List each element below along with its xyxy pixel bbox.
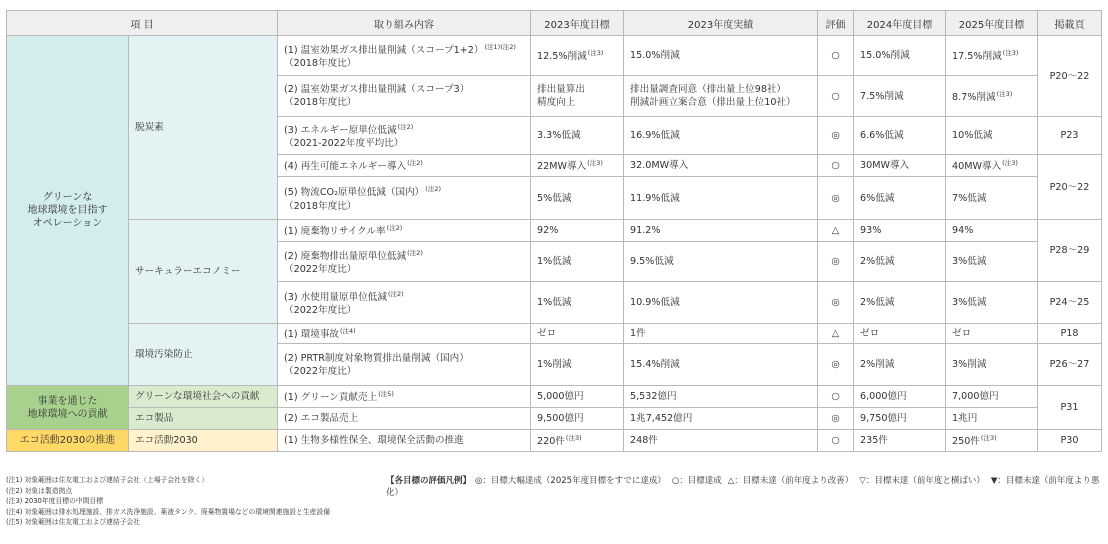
footnote: (注3) 2030年度目標の中間目標	[6, 497, 104, 505]
target-2025-cell	[946, 430, 1038, 452]
initiative-text: (3) 水使用量原単位低減	[284, 292, 387, 304]
result-2023-cell: 11.9%低減	[624, 177, 818, 220]
evaluation-mark: ◎	[818, 117, 854, 155]
initiative-cell	[278, 117, 531, 155]
environmental-targets-table	[6, 10, 1102, 452]
evaluation-mark: ◎	[818, 242, 854, 282]
initiative-text: (3) エネルギー原単位低減	[284, 125, 397, 137]
target-2023-cell: 9,500億円	[531, 408, 624, 430]
target-2023-cell	[531, 36, 624, 76]
initiative-cell	[278, 324, 531, 344]
target-2025-cell: 7,000億円	[946, 386, 1038, 408]
result-2023-cell: 15.0%削減	[624, 36, 818, 76]
target-2024-cell: 9,750億円	[854, 408, 946, 430]
initiative-cell	[278, 242, 531, 282]
category-business-contribution	[7, 386, 129, 430]
initiative-subtext: （2018年度比）	[284, 200, 357, 212]
evaluation-mark: ◎	[818, 344, 854, 386]
target-2024-cell: 2%低減	[854, 242, 946, 282]
target-2023-cell: 5%低減	[531, 177, 624, 220]
target-2024-cell: 2%削減	[854, 344, 946, 386]
initiative-text: (2) 廃棄物排出量原単位低減	[284, 251, 407, 263]
target-2023-value: 12.5%削減	[537, 51, 587, 63]
target-2024-cell: 93%	[854, 220, 946, 242]
legend-item: ◎：目標大幅達成（2025年度目標をすでに達成）	[475, 476, 666, 486]
footnote: (注5) 対象範囲は住友電工および連結子会社	[6, 518, 141, 526]
initiative-text: (2) PRTR制度対象物質排出量削減（国内）	[284, 352, 469, 364]
initiative-cell	[278, 155, 531, 177]
result-2023-cell	[624, 76, 818, 117]
note-ref: (注3)	[1002, 159, 1018, 168]
header-target-2023: 2023年度目標	[531, 11, 624, 36]
note-ref: (注3)	[587, 49, 604, 58]
target-2025-value: 40MW導入	[952, 161, 1002, 173]
initiative-cell	[278, 76, 531, 117]
legend-title: 【各目標の評価凡例】	[386, 476, 472, 486]
table-row	[7, 408, 1102, 430]
target-2025-cell: 3%低減	[946, 282, 1038, 324]
result-2023-cell: 1件	[624, 324, 818, 344]
initiative-text: (4) 再生可能エネルギー導入	[284, 161, 407, 173]
note-ref: (注1)(注2)	[484, 42, 516, 51]
page-ref: P30	[1038, 430, 1102, 452]
evaluation-mark: ◎	[818, 177, 854, 220]
footnote: (注1) 対象範囲は住友電工および連結子会社（上場子会社を除く）	[6, 476, 209, 484]
target-2023-value-line2: 精度向上	[537, 97, 576, 108]
initiative-text: (1) グリーン貢献売上	[284, 392, 378, 404]
evaluation-mark: ○	[818, 430, 854, 452]
target-2023-cell: 1%低減	[531, 282, 624, 324]
target-2023-cell: 5,000億円	[531, 386, 624, 408]
page-ref: P31	[1038, 386, 1102, 430]
target-2023-value: 排出量算出	[537, 84, 585, 95]
note-ref: (注3)	[1002, 49, 1019, 58]
note-ref: (注3)	[565, 434, 582, 443]
target-2025-cell	[946, 76, 1038, 117]
evaluation-mark: ◎	[818, 408, 854, 430]
table-row	[7, 386, 1102, 408]
category-line: 地球環境を目指す	[27, 205, 108, 216]
result-2023-cell: 16.9%低減	[624, 117, 818, 155]
target-2024-cell: 6%低減	[854, 177, 946, 220]
target-2025-cell: 94%	[946, 220, 1038, 242]
result-2023-cell: 10.9%低減	[624, 282, 818, 324]
page-ref: P28～29	[1038, 220, 1102, 282]
result-2023-cell: 15.4%削減	[624, 344, 818, 386]
page-ref: P23	[1038, 117, 1102, 155]
footnote: (注2) 対象は製造拠点	[6, 486, 73, 495]
note-ref: (注3)	[587, 159, 603, 168]
target-2025-cell: ゼロ	[946, 324, 1038, 344]
page-ref: P24～25	[1038, 282, 1102, 324]
target-2023-cell	[531, 155, 624, 177]
target-2023-cell: 3.3%低減	[531, 117, 624, 155]
category-eco-activity-2030: エコ活動2030の推進	[7, 430, 129, 452]
note-ref: (注2)	[387, 289, 404, 298]
target-2023-value: 22MW導入	[537, 161, 587, 173]
note-ref: (注2)	[386, 224, 403, 233]
result-2023-cell: 9.5%低減	[624, 242, 818, 282]
category-green-operations	[7, 36, 129, 386]
result-2023-cell: 91.2%	[624, 220, 818, 242]
header-item: 項 目	[7, 11, 278, 36]
page-ref: P20～22	[1038, 36, 1102, 117]
initiative-cell	[278, 177, 531, 220]
note-ref: (注2)	[397, 122, 414, 131]
target-2025-cell: 7%低減	[946, 177, 1038, 220]
target-2025-value: 17.5%削減	[952, 51, 1002, 63]
subcategory-pollution-prevention: 環境汚染防止	[129, 324, 278, 386]
table-row	[7, 324, 1102, 344]
page-ref: P18	[1038, 324, 1102, 344]
subcategory-eco-activity: エコ活動2030	[129, 430, 278, 452]
target-2023-cell: 1%低減	[531, 242, 624, 282]
target-2024-cell: 6,000億円	[854, 386, 946, 408]
initiative-text: (1) 温室効果ガス排出量削減（スコープ1+2）	[284, 45, 484, 57]
note-ref: (注4)	[340, 327, 356, 336]
header-page: 掲載頁	[1038, 11, 1102, 36]
initiative-subtext: （2022年度比）	[284, 264, 357, 276]
initiative-subtext: （2021-2022年度平均比）	[284, 138, 404, 150]
target-2024-cell: 6.6%低減	[854, 117, 946, 155]
category-line: 地球環境への貢献	[27, 408, 108, 420]
result-2023-cell: 1兆7,452億円	[624, 408, 818, 430]
note-ref: (注2)	[407, 248, 423, 257]
result-2023-cell: 248件	[624, 430, 818, 452]
initiative-subtext: （2018年度比）	[284, 97, 357, 108]
initiative-text: (5) 物流CO₂原単位低減（国内）	[284, 187, 425, 199]
target-2024-cell: ゼロ	[854, 324, 946, 344]
category-line: グリーンな	[42, 192, 93, 203]
header-result-2023: 2023年度実績	[624, 11, 818, 36]
subcategory-decarbonization: 脱炭素	[129, 36, 278, 220]
subcategory-eco-products: エコ製品	[129, 408, 278, 430]
target-2025-cell	[946, 155, 1038, 177]
initiative-cell	[278, 344, 531, 386]
evaluation-mark: ○	[818, 386, 854, 408]
legend-item: ▼：目標未達（前年度より悪化）	[386, 476, 1100, 498]
evaluation-mark: △	[818, 324, 854, 344]
evaluation-legend	[386, 474, 1108, 498]
initiative-text: (2) 温室効果ガス排出量削減（スコープ3）	[284, 84, 470, 95]
target-2023-cell: 1%削減	[531, 344, 624, 386]
target-2023-cell: ゼロ	[531, 324, 624, 344]
initiative-cell	[278, 36, 531, 76]
target-2025-cell: 1兆円	[946, 408, 1038, 430]
result-2023-cell: 32.0MW導入	[624, 155, 818, 177]
target-2023-value: 220件	[537, 436, 565, 448]
target-2023-cell	[531, 430, 624, 452]
subcategory-circular-economy: サーキュラーエコノミー	[129, 220, 278, 324]
initiative-subtext: （2022年度比）	[284, 305, 357, 317]
target-2025-cell: 3%削減	[946, 344, 1038, 386]
evaluation-mark: ○	[818, 76, 854, 117]
target-2023-cell	[531, 76, 624, 117]
target-2025-cell: 10%低減	[946, 117, 1038, 155]
footnotes	[6, 475, 330, 528]
result-2023-cell: 5,532億円	[624, 386, 818, 408]
initiative-cell: (2) エコ製品売上	[278, 408, 531, 430]
category-line: オペレーション	[32, 218, 103, 229]
target-2024-cell: 15.0%削減	[854, 36, 946, 76]
target-2023-cell: 92%	[531, 220, 624, 242]
initiative-text: (1) 廃棄物リサイクル率	[284, 226, 386, 238]
target-2024-cell: 235件	[854, 430, 946, 452]
legend-item: ▽：目標未達（前年度と横ばい）	[859, 476, 985, 486]
note-ref: (注3)	[980, 434, 997, 443]
initiative-subtext: （2022年度比）	[284, 365, 357, 377]
note-ref: (注2)	[407, 159, 423, 168]
target-2025-value: 250件	[952, 436, 980, 448]
page-ref: P26～27	[1038, 344, 1102, 386]
note-ref: (注5)	[378, 390, 394, 399]
evaluation-mark: △	[818, 220, 854, 242]
initiative-cell: (1) 生物多様性保全、環境保全活動の推進	[278, 430, 531, 452]
initiative-text: (1) 環境事故	[284, 329, 340, 341]
header-evaluation: 評価	[818, 11, 854, 36]
header-row	[7, 11, 1102, 36]
footnote: (注4) 対象範囲は排水処理施設、排ガス洗浄施設、薬液タンク、廃棄物置場などの環境関連施設と生産設備	[6, 507, 331, 516]
header-target-2025: 2025年度目標	[946, 11, 1038, 36]
target-2025-cell: 3%低減	[946, 242, 1038, 282]
note-ref: (注3)	[996, 89, 1013, 98]
evaluation-mark: ○	[818, 155, 854, 177]
table-row	[7, 36, 1102, 76]
legend-item: ○：目標達成	[671, 476, 722, 486]
subcategory-green-society: グリーンな環境社会への貢献	[129, 386, 278, 408]
target-2024-cell: 30MW導入	[854, 155, 946, 177]
target-2025-cell	[946, 36, 1038, 76]
note-ref: (注2)	[425, 185, 441, 194]
category-line: 事業を通じた	[37, 395, 98, 407]
initiative-cell	[278, 386, 531, 408]
initiative-cell	[278, 220, 531, 242]
target-2025-value: 8.7%削減	[952, 92, 996, 104]
page-ref: P20～22	[1038, 155, 1102, 220]
result-2023-value-line2: 削減計画立案合意（排出量上位10社）	[630, 97, 796, 108]
header-initiative: 取り組み内容	[278, 11, 531, 36]
table-row	[7, 430, 1102, 452]
result-2023-value: 排出量調査同意（排出量上位98社）	[630, 84, 787, 95]
target-2024-cell: 2%低減	[854, 282, 946, 324]
initiative-cell	[278, 282, 531, 324]
evaluation-mark: ◎	[818, 282, 854, 324]
evaluation-mark: ○	[818, 36, 854, 76]
legend-item: △：目標未達（前年度より改善）	[727, 476, 854, 486]
target-2024-cell: 7.5%削減	[854, 76, 946, 117]
table-row	[7, 220, 1102, 242]
initiative-subtext: （2018年度比）	[284, 58, 357, 70]
header-target-2024: 2024年度目標	[854, 11, 946, 36]
